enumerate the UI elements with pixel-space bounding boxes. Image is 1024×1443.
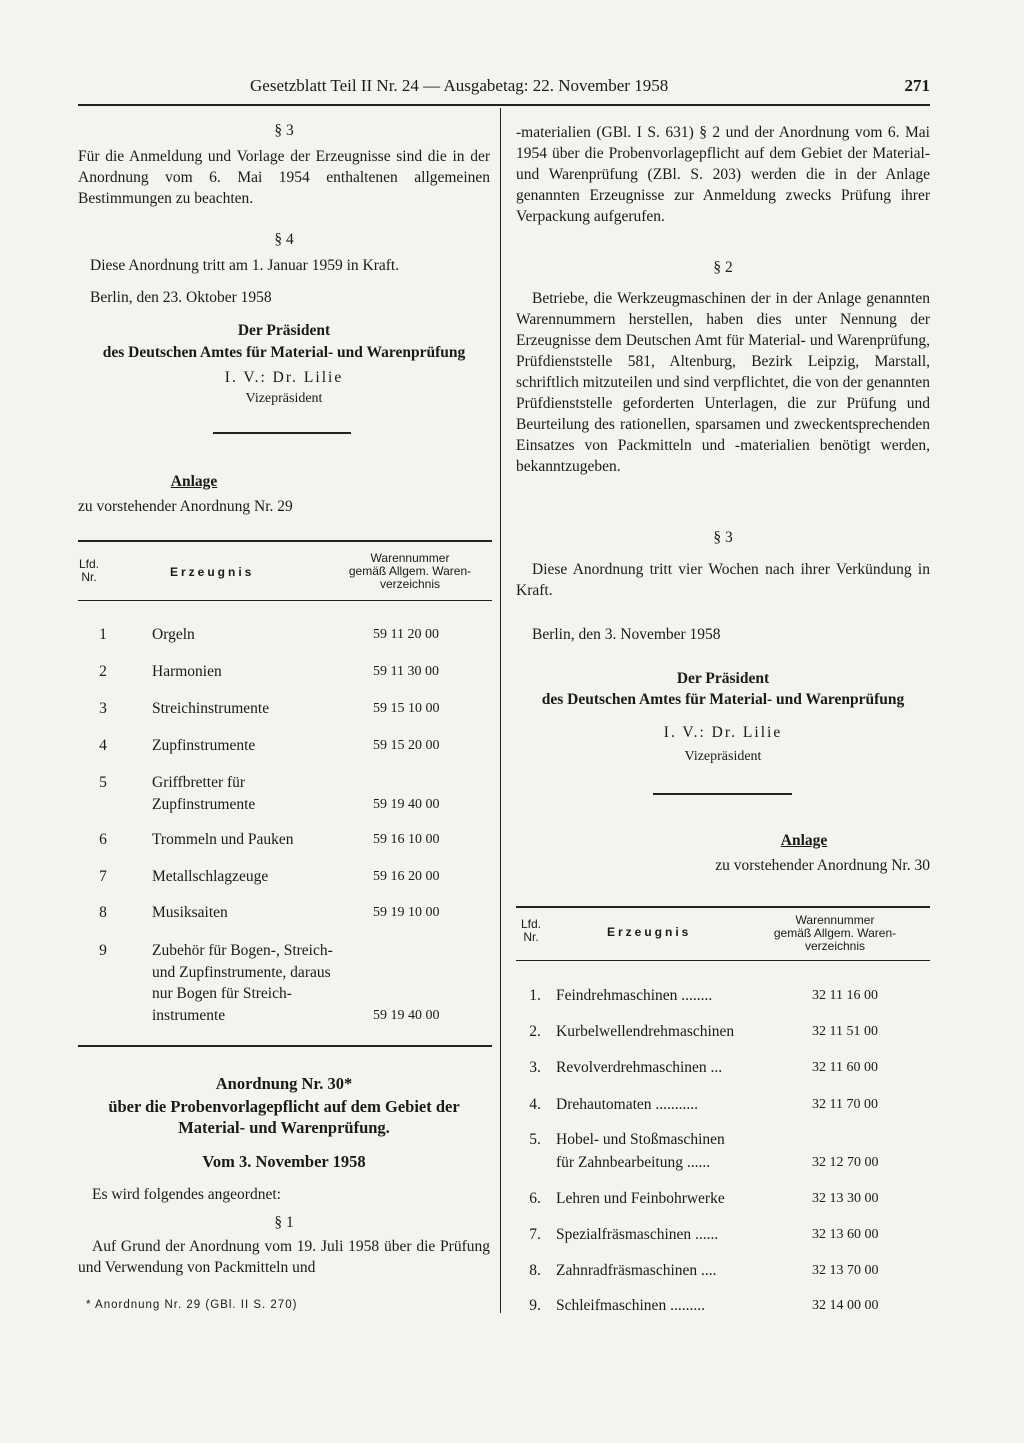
right-th-lfd: Lfd. <box>520 917 541 931</box>
left-signer-role: Vizepräsident <box>245 391 323 406</box>
right-s2-heading: § 2 <box>713 259 733 276</box>
row-code: 59 16 10 00 <box>373 832 440 847</box>
left-signer-title-2: des Deutschen Amtes für Material- und Warenprüfung <box>102 344 466 361</box>
row-code: 32 14 00 00 <box>812 1298 879 1313</box>
row-product: Orgeln <box>152 626 195 643</box>
row-code: 59 16 20 00 <box>373 869 440 884</box>
left-s1-text: Auf Grund der Anordnung vom 19. Juli 1958 über die Prüfung und Verwendung von Packmitteln und <box>78 1238 490 1276</box>
row-code: 59 19 40 00 <box>373 1007 440 1023</box>
left-s4-text: Diese Anordnung tritt am 1. Januar 1959 in Kraft. <box>90 257 400 274</box>
row-number: 9. <box>529 1297 541 1314</box>
order-subtitle-1: über die Probenvorlagepflicht auf dem Gebiet der <box>108 1097 460 1116</box>
column-divider <box>500 108 501 1313</box>
row-product: Spezialfräsmaschinen ...... <box>556 1226 719 1243</box>
page-number: 271 <box>904 76 930 95</box>
page-header <box>78 74 930 106</box>
row-number: 7 <box>99 868 107 885</box>
right-s1-continuation: -materialien (GBl. I S. 631) § 2 und der Anordnung vom 6. Mai 1954 über die Probenvorlagepflicht auf dem Gebiet der Material- und Warenprüfung (ZBl. S. 203) werden die in der Anlage genannten Erzeugnisse zur Anmeldung zwecks Prüfung ihrer Verpackung aufgerufen. <box>516 124 930 225</box>
right-anlage-heading: Anlage <box>780 832 828 849</box>
row-number: 2. <box>529 1023 541 1040</box>
left-anlage-subtitle: zu vorstehender Anordnung Nr. 29 <box>78 498 293 515</box>
right-s2-text: Betriebe, die Werkzeugmaschinen der in der Anlage genannten Warennummern herstellen, haben dies unter Nennung der Erzeugnisse dem Deutschen Amt für Material- und Warenprüfung, Prüfdienststelle 581, Altenburg, Bezirk Leipzig, Marstall, schriftlich mitzuteilen und sind verpflichtet, die von der genannten Prüfdienststelle geforderten Unterlagen, die zur Prüfung und Beurteilung des rationellen, sparsamen und zweckentsprechenden Einsatzes von Packmitteln und -materialien benötigt werden, bekanntzugeben. <box>516 290 930 475</box>
row-number: 5 <box>99 774 107 791</box>
right-s3-text: Diese Anordnung tritt vier Wochen nach ihrer Verkündung in Kraft. <box>516 561 930 599</box>
row-product: nur Bogen für Streich- <box>152 985 292 1002</box>
row-number: 2 <box>99 663 107 680</box>
row-code: 32 13 30 00 <box>812 1191 879 1206</box>
row-product: Metallschlagzeuge <box>152 868 269 885</box>
row-number: 3. <box>529 1059 541 1076</box>
row-code: 32 13 70 00 <box>812 1263 879 1278</box>
right-th-nr: Nr. <box>523 930 539 944</box>
row-code: 59 11 30 00 <box>373 664 439 679</box>
left-table-header-rule <box>78 600 492 601</box>
right-th-code-3: verzeichnis <box>804 939 866 953</box>
left-s3-heading: § 3 <box>274 122 294 139</box>
row-number: 6. <box>529 1190 541 1207</box>
left-s4-heading: § 4 <box>274 231 294 248</box>
row-product: Zupfinstrumente <box>152 737 256 754</box>
order-title: Anordnung Nr. 30* <box>215 1074 353 1093</box>
row-product: Harmonien <box>152 663 222 680</box>
left-th-lfd: Lfd. <box>78 557 99 571</box>
row-product: Streichinstrumente <box>152 700 270 717</box>
row-product: und Zupfinstrumente, daraus <box>152 963 331 981</box>
row-number: 7. <box>529 1226 541 1243</box>
row-product: Hobel- und Stoßmaschinen <box>556 1131 725 1148</box>
row-number: 1 <box>99 626 107 643</box>
row-code: 32 11 70 00 <box>812 1097 878 1112</box>
row-product: instrumente <box>152 1006 226 1024</box>
row-product: Griffbretter für <box>152 774 246 791</box>
right-s3-heading: § 3 <box>713 529 733 546</box>
left-date-line: Berlin, den 23. Oktober 1958 <box>90 289 272 306</box>
right-signer-name: I. V.: Dr. Lilie <box>663 724 783 741</box>
left-signer-title-1: Der Präsident <box>237 322 331 339</box>
right-th-product: Erzeugnis <box>607 925 692 939</box>
order-subtitle-2: Material- und Warenprüfung. <box>178 1118 390 1137</box>
row-code: 59 19 40 00 <box>373 796 440 812</box>
row-number: 8 <box>99 904 107 921</box>
right-signature-rule <box>653 793 792 795</box>
right-date-line: Berlin, den 3. November 1958 <box>532 626 721 643</box>
left-th-code-1: Warennummer <box>370 551 450 565</box>
row-code: 32 11 16 00 <box>812 988 878 1003</box>
right-anlage-subtitle: zu vorstehender Anordnung Nr. 30 <box>715 857 930 874</box>
row-code: 32 12 70 00 <box>812 1155 879 1170</box>
row-code: 59 15 20 00 <box>373 738 440 753</box>
left-th-nr: Nr. <box>81 570 97 584</box>
right-signer-title-1: Der Präsident <box>676 670 770 687</box>
row-product: Lehren und Feinbohrwerke <box>556 1190 725 1207</box>
row-product: Drehautomaten ........... <box>556 1096 699 1113</box>
left-table-top-rule <box>78 540 492 542</box>
order-intro: Es wird folgendes angeordnet: <box>92 1186 281 1203</box>
right-table-top-rule <box>516 906 930 908</box>
right-signer-title-2: des Deutschen Amtes für Material- und Warenprüfung <box>541 691 905 708</box>
row-number: 1. <box>529 987 541 1004</box>
row-number: 5. <box>529 1131 541 1148</box>
row-product: Kurbelwellendrehmaschinen <box>556 1023 735 1040</box>
row-number: 9 <box>99 942 107 959</box>
row-product: Musiksaiten <box>152 904 228 921</box>
row-number: 6 <box>99 831 107 848</box>
row-number: 4 <box>99 737 107 754</box>
footnote: * Anordnung Nr. 29 (GBl. II S. 270) <box>86 1299 298 1311</box>
left-th-product: Erzeugnis <box>170 565 255 579</box>
left-s1-heading: § 1 <box>274 1214 294 1231</box>
order-date: Vom 3. November 1958 <box>202 1152 366 1171</box>
row-product: Zahnradfräsmaschinen .... <box>556 1262 717 1279</box>
row-product: Feindrehmaschinen ........ <box>556 987 713 1004</box>
row-product: Zubehör für Bogen-, Streich- <box>152 942 333 959</box>
left-th-code-2: gemäß Allgem. Waren- <box>348 564 472 578</box>
row-code: 32 11 51 00 <box>812 1024 878 1039</box>
row-product: Zupfinstrumente <box>152 795 256 813</box>
row-code: 32 11 60 00 <box>812 1060 878 1075</box>
row-product: Revolverdrehmaschinen ... <box>556 1059 723 1076</box>
row-code: 59 15 10 00 <box>373 701 440 716</box>
left-signature-rule <box>213 432 351 434</box>
left-th-code-3: verzeichnis <box>379 577 441 591</box>
row-product: Trommeln und Pauken <box>152 831 294 848</box>
row-code: 32 13 60 00 <box>812 1227 879 1242</box>
left-table-bottom-rule <box>78 1045 492 1047</box>
row-number: 4. <box>529 1096 541 1113</box>
row-code: 59 11 20 00 <box>373 627 439 642</box>
row-number: 3 <box>99 700 107 717</box>
right-th-code-2: gemäß Allgem. Waren- <box>773 926 897 940</box>
row-number: 8. <box>529 1262 541 1279</box>
row-product: Schleifmaschinen ......... <box>556 1297 705 1314</box>
header-title: Gesetzblatt Teil II Nr. 24 — Ausgabetag: 22. November 1958 <box>250 76 669 95</box>
row-code: 59 19 10 00 <box>373 905 440 920</box>
right-signer-role: Vizepräsident <box>684 749 762 764</box>
left-anlage-heading: Anlage <box>170 473 218 490</box>
right-table-header-rule <box>516 960 930 961</box>
left-s3-text: Für die Anmeldung und Vorlage der Erzeugnisse sind die in der Anordnung vom 6. Mai 1954 enthaltenen allgemeinen Bestimmungen zu beachten. <box>78 148 490 207</box>
right-th-code-1: Warennummer <box>795 913 875 927</box>
row-product: für Zahnbearbeitung ...... <box>556 1154 711 1171</box>
left-signer-name: I. V.: Dr. Lilie <box>224 369 344 386</box>
